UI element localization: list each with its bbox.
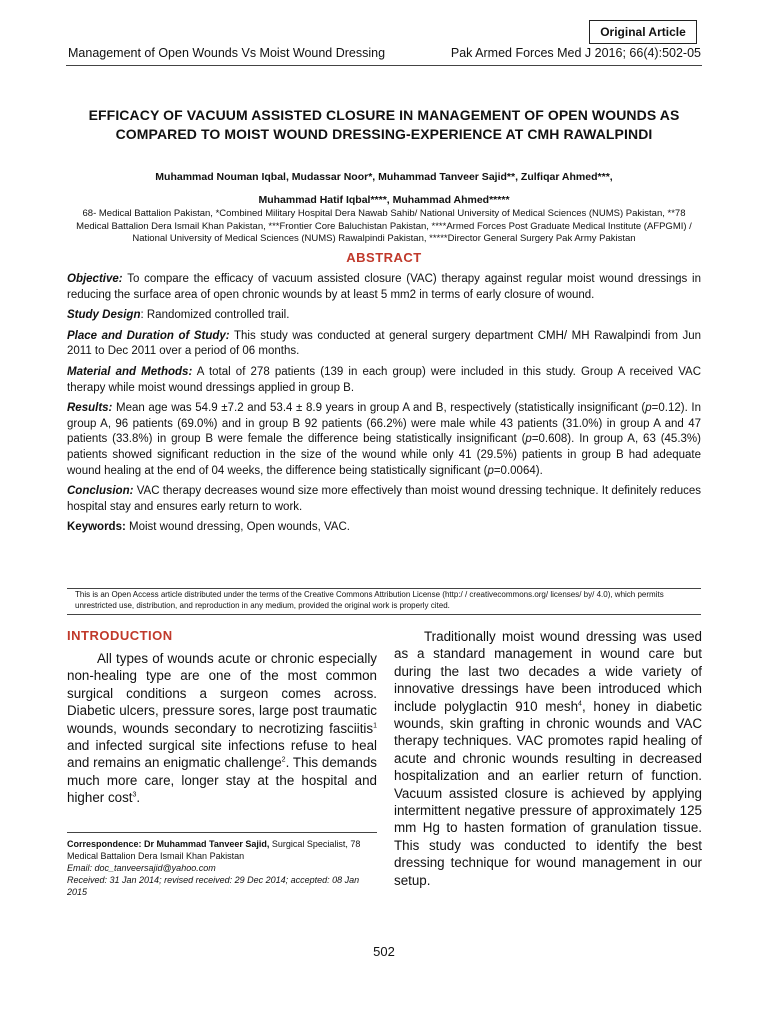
- citation-ref: 3: [132, 791, 137, 799]
- place-label: Place and Duration of Study:: [67, 329, 230, 342]
- paragraph-text: , honey in diabetic wounds, skin grafting in chronic wounds and VAC therapy techniques. VAC promotes rapid healing of acute and chronic wounds resulting in decreased hospitalization and an earlier return of function. Vacuum assisted closure is achieved by applying intermittent negative pressure of approximately 125 mm Hg to hasten formation of granulation tissue. This study was conducted to identify the best dressing technique for wound management in our setup.: [394, 698, 702, 888]
- methods-text: A total of 278 patients (139 in each group) were included in this study. Group A received VAC therapy while moist wound dressings applied in group B.: [67, 365, 702, 394]
- abstract-heading: ABSTRACT: [346, 250, 422, 265]
- p-value-symbol: p: [645, 402, 652, 415]
- citation-ref: 2: [281, 756, 286, 764]
- author-list: [68, 166, 700, 212]
- design-label: Study Design: [67, 309, 141, 322]
- paragraph-text: .: [136, 790, 141, 806]
- abstract-place: [67, 329, 701, 360]
- paragraph-text: All types of wounds acute or chronic especially non-healing type are one of the most common surgical conditions a surgeon comes across. Diabetic ulcers, pressure sores, large post traumatic wounds, wounds secondary to necrotizing fasciitis: [67, 651, 377, 736]
- introduction-column-right: [394, 628, 702, 889]
- introduction-paragraph-1: [67, 650, 377, 807]
- results-label: Results:: [67, 402, 113, 415]
- paragraph-text: Traditionally moist wound dressing was used as a standard management in wound care but during the last two decades a wide variety of innovative dressings have been introduced which include polyglactin 910 mesh: [394, 629, 702, 714]
- correspondence-line: [67, 838, 377, 862]
- keywords-label: Keywords:: [67, 521, 126, 534]
- conclusion-label: Conclusion:: [67, 485, 134, 498]
- introduction-heading: INTRODUCTION: [67, 628, 173, 643]
- objective-text: To compare the efficacy of vacuum assisted closure (VAC) therapy against regular moist wound dressings in reducing the surface area of open chronic wounds by at least 5 mm2 in terms of early closure of wound.: [67, 273, 701, 301]
- design-text: : Randomized controlled trail.: [140, 309, 290, 322]
- author-affiliations: 68- Medical Battalion Pakistan, *Combined Military Hospital Dera Nawab Sahib/ National University of Medical Sciences (NUMS) Pakistan, **78 Medical Battalion Dera Ismail Khan Pakistan, ***Frontier Core Baluchistan Pakistan, ****Armed Forces Post Graduate Medical Institute (AFPGMI) / National University of Medical Sciences (NUMS) Rawalpindi Pakistan, *****Director General Surgery Pak Army Pakistan: [76, 208, 692, 244]
- paragraph-text: and infected surgical site infections refuse to heal and remains an enigmatic challenge: [67, 738, 377, 771]
- page-number: 502: [373, 944, 395, 959]
- place-text: This study was conducted at general surgery department CMH/ MH Rawalpindi from Jun 2011 to Dec 2011 over a period of 06 months.: [67, 329, 701, 358]
- correspondence-label: Correspondence: Dr Muhammad Tanveer Sajid,: [67, 839, 270, 849]
- objective-label: Objective:: [67, 273, 123, 285]
- correspondence-email: Email: doc_tanveersajid@yahoo.com: [67, 863, 216, 873]
- authors-line-1: Muhammad Nouman Iqbal, Mudassar Noor*, Muhammad Tanveer Sajid**, Zulfiqar Ahmed***,: [155, 171, 613, 183]
- introduction-column-left: [67, 650, 377, 807]
- p-value-symbol: p: [525, 433, 532, 446]
- methods-label: Material and Methods:: [67, 365, 193, 378]
- license-notice: This is an Open Access article distributed under the terms of the Creative Commons Attribution License (http:/ / creativecommons.org/ licenses/ by/ 4.0), which permits unrestricted use, distribution, and reproduction in any medium, provided the original work is properly cited.: [67, 588, 701, 615]
- introduction-paragraph-2: [394, 628, 702, 889]
- citation-ref: 4: [578, 700, 582, 708]
- results-text: =0.608). In group A, 63 (45.3%) patients showed significant reduction in the size of the wound while only 41 (29.5%) patients in group B had adequate wound healing at the end of 04 weeks, the difference being statistically significant (: [67, 433, 701, 477]
- citation-ref: 1: [373, 722, 377, 730]
- results-text: =0.12). In group A, 96 patients (69.0%) and in group B 92 patients (66.2%) were male while 43 patients (31.0%) in group A and 47 patients (33.8%) in group B were female the difference being statistically insignificant (: [67, 402, 701, 446]
- abstract-results: [67, 401, 701, 479]
- header-rule: [66, 65, 702, 66]
- article-type-badge: Original Article: [589, 20, 697, 44]
- abstract-methods: [67, 365, 701, 396]
- abstract-conclusion: [67, 484, 701, 515]
- results-text: Mean age was 54.9 ±7.2 and 53.4 ± 8.9 years in group A and B, respectively (statistically insignificant (: [112, 402, 646, 415]
- results-text: =0.0064).: [493, 464, 543, 477]
- abstract-keywords: [67, 520, 701, 536]
- paragraph-text: . This demands much more care, longer stay at the hospital and higher cost: [67, 755, 377, 806]
- conclusion-text: VAC therapy decreases wound size more effectively than moist wound dressing technique. It definitely reduces hospital stay and ensures early return to work.: [67, 485, 701, 513]
- keywords-text: Moist wound dressing, Open wounds, VAC.: [125, 521, 350, 534]
- article-title: EFFICACY OF VACUUM ASSISTED CLOSURE IN MANAGEMENT OF OPEN WOUNDS AS COMPARED TO MOIST WOUND DRESSING-EXPERIENCE AT CMH RAWALPINDI: [88, 107, 680, 142]
- correspondence-block: [67, 832, 377, 898]
- manuscript-dates: Received: 31 Jan 2014; revised received: 29 Dec 2014; accepted: 08 Jan 2015: [67, 875, 360, 897]
- p-value-symbol: p: [487, 464, 494, 477]
- correspondence-text: Surgical Specialist, 78 Medical Battalion Dera Ismail Khan Pakistan: [67, 839, 361, 861]
- journal-citation: Pak Armed Forces Med J 2016; 66(4):502-05: [450, 46, 701, 60]
- running-title: Management of Open Wounds Vs Moist Wound Dressing: [68, 46, 386, 60]
- authors-line-2: Muhammad Hatif Iqbal****, Muhammad Ahmed*****: [258, 194, 510, 206]
- abstract-objective: [67, 272, 701, 303]
- abstract-body: [67, 272, 701, 541]
- abstract-design: [67, 308, 701, 324]
